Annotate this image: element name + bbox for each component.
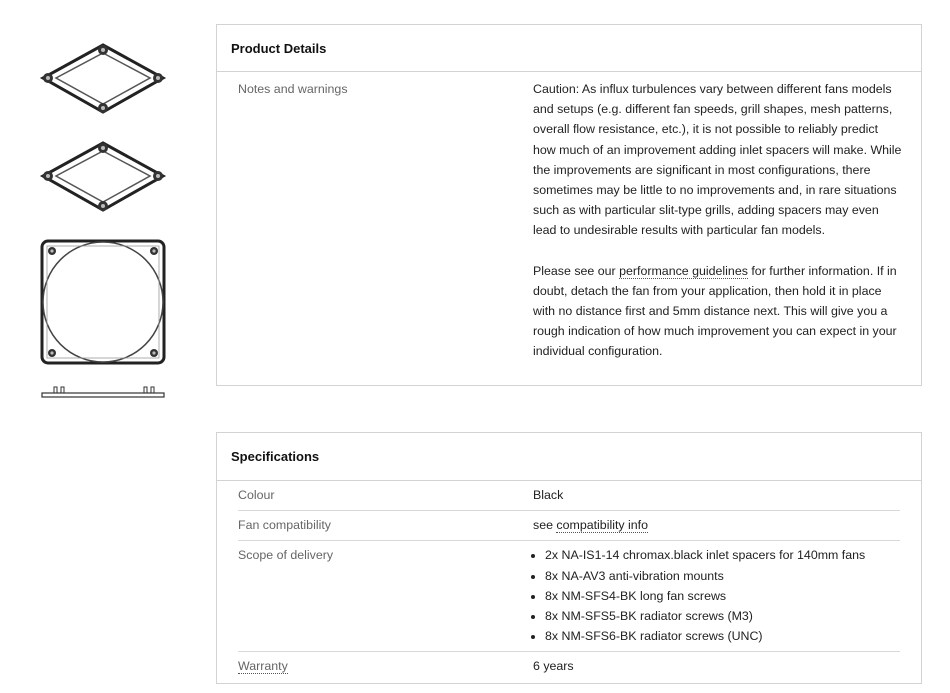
spacer-side-view-icon[interactable] <box>38 384 168 400</box>
notes-warnings-value <box>513 79 921 362</box>
scope-of-delivery-value <box>513 541 900 651</box>
warranty-label[interactable] <box>238 652 513 681</box>
scope-of-delivery-label: Scope of delivery <box>238 548 334 563</box>
guidelines-text-after: for further information. If in doubt, detach the fan from your application, then hold it in place with no distance first and 5mm distance next. This will give you a rough indication of how much improvement you can expect in your individual configuration. <box>533 263 897 359</box>
product-details-panel <box>216 24 922 386</box>
fan-compatibility-value <box>513 511 900 540</box>
guidelines-text-before: Please see our <box>533 263 620 278</box>
specifications-panel <box>216 432 922 684</box>
spacer-top-view-icon[interactable] <box>38 238 168 366</box>
colour-row <box>238 481 900 511</box>
notes-warnings-row <box>217 72 921 362</box>
list-item: • 8x NM-SFS6-BK radiator screws (UNC) <box>545 626 900 646</box>
delivery-items-list <box>533 545 900 646</box>
list-item: • 2x NA-IS1-14 chromax.black inlet spacers for 140mm fans <box>545 545 900 565</box>
spacer-angled-view-2-icon[interactable] <box>38 138 168 218</box>
spacer-angled-view-icon[interactable] <box>38 40 168 120</box>
caution-paragraph: Caution: As influx turbulences vary between different fans models and setups (e.g. different fan speeds, grill shapes, mesh patterns, overall flow resistance, etc.), it is not possible to reliably predict how much of an improvement adding inlet spacers will make. While the improvements are significant in most configurations, there sometimes may be little to no improvements and, in rare situations such as with particular slit-type grills, adding spacers may even lead to undesirable results with particular fan models. <box>533 82 902 238</box>
fan-compatibility-row <box>238 511 900 541</box>
warranty-row <box>238 652 900 681</box>
performance-guidelines-link[interactable]: performance guidelines <box>619 263 748 278</box>
fan-compatibility-label: Fan compatibility <box>238 518 331 533</box>
scope-of-delivery-row <box>238 541 900 652</box>
list-item: • 8x NA-AV3 anti-vibration mounts <box>545 566 900 586</box>
warranty-label-text[interactable]: Warranty <box>238 659 288 674</box>
notes-warnings-label: Notes and warnings <box>238 82 348 96</box>
specifications-title: Specifications <box>217 433 921 481</box>
colour-value: Black <box>533 488 564 502</box>
compatibility-info-link[interactable]: compatibility info <box>556 518 649 533</box>
guidelines-paragraph <box>533 261 903 362</box>
colour-label: Colour <box>238 488 275 502</box>
list-item: • 8x NM-SFS5-BK radiator screws (M3) <box>545 606 900 626</box>
fan-compatibility-prefix: see <box>533 518 557 533</box>
product-details-title: Product Details <box>217 25 921 72</box>
warranty-value: 6 years <box>533 659 574 674</box>
list-item: • 8x NM-SFS4-BK long fan screws <box>545 586 900 606</box>
